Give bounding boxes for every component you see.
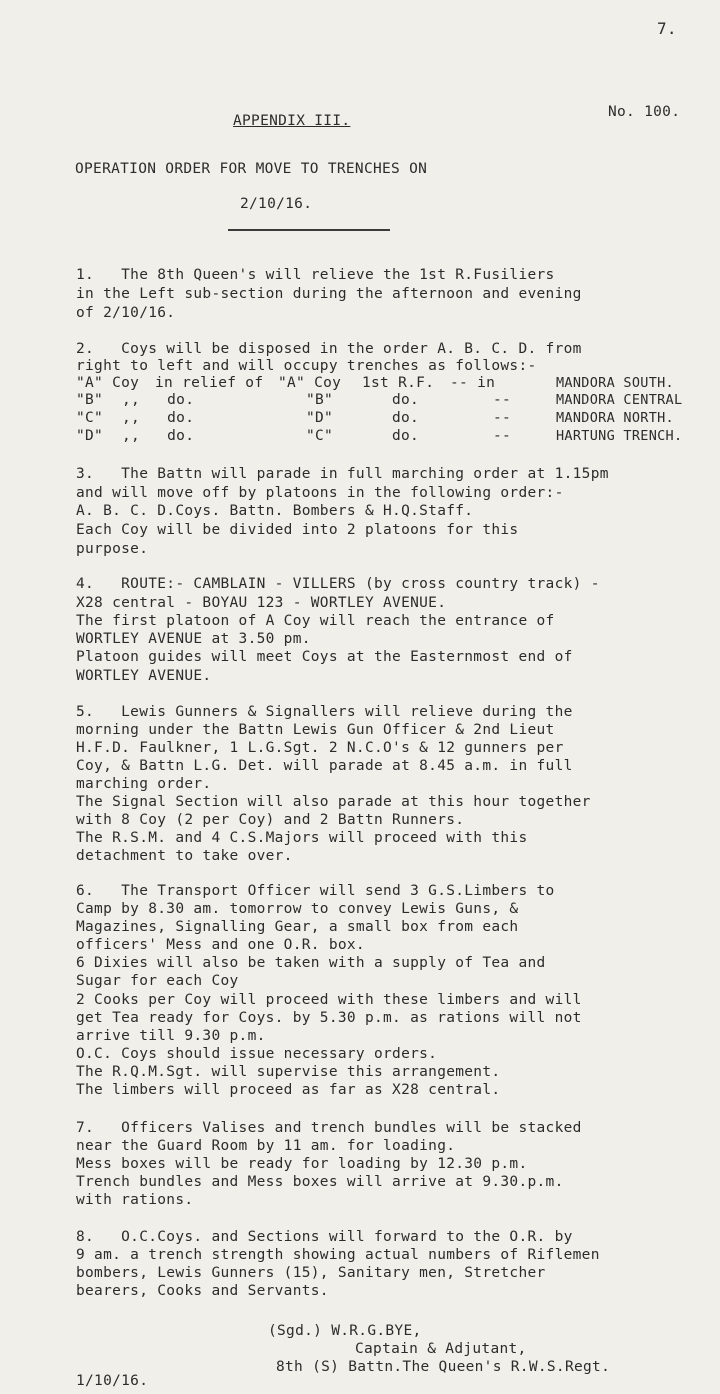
paragraph-line: arrive till 9.30 p.m.: [76, 1028, 266, 1044]
paragraph-line: 7. Officers Valises and trench bundles will be stacked: [76, 1120, 582, 1136]
relief-cell: ,, do.: [122, 410, 195, 426]
paragraph-line: 6 Dixies will also be taken with a supply of Tea and: [76, 955, 546, 971]
dash-cell: -- in: [450, 375, 496, 391]
paragraph-line: bearers, Cooks and Servants.: [76, 1283, 329, 1299]
paragraph-line: morning under the Battn Lewis Gun Officer & 2nd Lieut: [76, 722, 555, 738]
trench-cell: MANDORA SOUTH.: [556, 375, 674, 391]
paragraph-line: with 8 Coy (2 per Coy) and 2 Battn Runners.: [76, 812, 465, 828]
paragraph-line: with rations.: [76, 1192, 194, 1208]
paragraph-line: Camp by 8.30 am. tomorrow to convey Lewis Guns, &: [76, 901, 519, 917]
paragraph-line: get Tea ready for Coys. by 5.30 p.m. as rations will not: [76, 1010, 582, 1026]
order-number: No. 100.: [608, 104, 681, 120]
paragraph-line: Platoon guides will meet Coys at the Easternmost end of: [76, 649, 573, 665]
paragraph-line: bombers, Lewis Gunners (15), Sanitary men, Stretcher: [76, 1265, 546, 1281]
paragraph-line: X28 central - BOYAU 123 - WORTLEY AVENUE.: [76, 595, 447, 611]
paragraph-line: The R.Q.M.Sgt. will supervise this arrangement.: [76, 1064, 501, 1080]
coy-cell: "B": [76, 392, 104, 408]
paragraph-line: officers' Mess and one O.R. box.: [76, 937, 365, 953]
paragraph-line: 8. O.C.Coys. and Sections will forward to the O.R. by: [76, 1229, 573, 1245]
paragraph-line: Mess boxes will be ready for loading by 12.30 p.m.: [76, 1156, 528, 1172]
paragraph-line: WORTLEY AVENUE.: [76, 668, 212, 684]
dash-cell: --: [493, 428, 512, 444]
paragraph-line: 9 am. a trench strength showing actual numbers of Riflemen: [76, 1247, 600, 1263]
paragraph-line: The R.S.M. and 4 C.S.Majors will proceed with this: [76, 830, 528, 846]
paragraph-line: right to left and will occupy trenches as follows:-: [76, 358, 537, 374]
paragraph-line: of 2/10/16.: [76, 305, 176, 321]
unit-cell: do.: [392, 392, 420, 408]
relief-cell: ,, do.: [122, 428, 195, 444]
paragraph-line: 6. The Transport Officer will send 3 G.S.Limbers to: [76, 883, 555, 899]
paragraph-line: 4. ROUTE:- CAMBLAIN - VILLERS (by cross country track) -: [76, 576, 600, 592]
dash-cell: --: [493, 392, 512, 408]
paragraph-line: H.F.D. Faulkner, 1 L.G.Sgt. 2 N.C.O's & 12 gunners per: [76, 740, 564, 756]
from-cell: "A" Coy: [278, 375, 342, 391]
paragraph-line: Coy, & Battn L.G. Det. will parade at 8.45 a.m. in full: [76, 758, 573, 774]
paragraph-line: The limbers will proceed as far as X28 central.: [76, 1082, 501, 1098]
signature-rank: Captain & Adjutant,: [355, 1341, 527, 1357]
coy-cell: "C": [76, 410, 104, 426]
paragraph-line: and will move off by platoons in the following order:-: [76, 485, 564, 501]
paragraph-line: 5. Lewis Gunners & Signallers will relieve during the: [76, 704, 573, 720]
relief-cell: in relief of: [155, 375, 264, 391]
paragraph-line: The Signal Section will also parade at this hour together: [76, 794, 591, 810]
paragraph-line: purpose.: [76, 541, 149, 557]
from-cell: "D": [306, 410, 334, 426]
title-rule: [228, 229, 390, 231]
page-number: 7.: [657, 19, 677, 38]
dash-cell: --: [493, 410, 512, 426]
relief-cell: ,, do.: [122, 392, 195, 408]
paragraph-line: WORTLEY AVENUE at 3.50 pm.: [76, 631, 311, 647]
order-title: OPERATION ORDER FOR MOVE TO TRENCHES ON: [75, 161, 428, 177]
from-cell: "C": [306, 428, 334, 444]
from-cell: "B": [306, 392, 334, 408]
paragraph-line: The first platoon of A Coy will reach the entrance of: [76, 613, 555, 629]
unit-cell: 1st R.F.: [362, 375, 435, 391]
signature-name: (Sgd.) W.R.G.BYE,: [268, 1323, 422, 1339]
footer-date: 1/10/16.: [76, 1373, 149, 1389]
unit-cell: do.: [392, 428, 420, 444]
paragraph-line: in the Left sub-section during the afternoon and evening: [76, 286, 582, 302]
paragraph-line: Sugar for each Coy: [76, 973, 239, 989]
paragraph-line: 2. Coys will be disposed in the order A. B. C. D. from: [76, 341, 582, 357]
coy-cell: "A" Coy: [76, 375, 140, 391]
paragraph-line: 2 Cooks per Coy will proceed with these limbers and will: [76, 992, 582, 1008]
unit-cell: do.: [392, 410, 420, 426]
paragraph-line: near the Guard Room by 11 am. for loading.: [76, 1138, 456, 1154]
paragraph-line: Magazines, Signalling Gear, a small box from each: [76, 919, 519, 935]
paragraph-line: detachment to take over.: [76, 848, 293, 864]
trench-cell: HARTUNG TRENCH.: [556, 428, 683, 444]
paragraph-line: Trench bundles and Mess boxes will arrive at 9.30.p.m.: [76, 1174, 564, 1190]
appendix-heading: APPENDIX III.: [233, 113, 351, 129]
paragraph-line: O.C. Coys should issue necessary orders.: [76, 1046, 438, 1062]
paragraph-line: Each Coy will be divided into 2 platoons for this: [76, 522, 519, 538]
paragraph-line: marching order.: [76, 776, 212, 792]
signature-unit: 8th (S) Battn.The Queen's R.W.S.Regt.: [276, 1359, 611, 1375]
coy-cell: "D": [76, 428, 104, 444]
trench-cell: MANDORA CENTRAL: [556, 392, 683, 408]
trench-cell: MANDORA NORTH.: [556, 410, 674, 426]
order-date: 2/10/16.: [240, 196, 313, 212]
paragraph-line: 1. The 8th Queen's will relieve the 1st R.Fusiliers: [76, 267, 555, 283]
paragraph-line: A. B. C. D.Coys. Battn. Bombers & H.Q.Staff.: [76, 503, 474, 519]
paragraph-line: 3. The Battn will parade in full marching order at 1.15pm: [76, 466, 609, 482]
